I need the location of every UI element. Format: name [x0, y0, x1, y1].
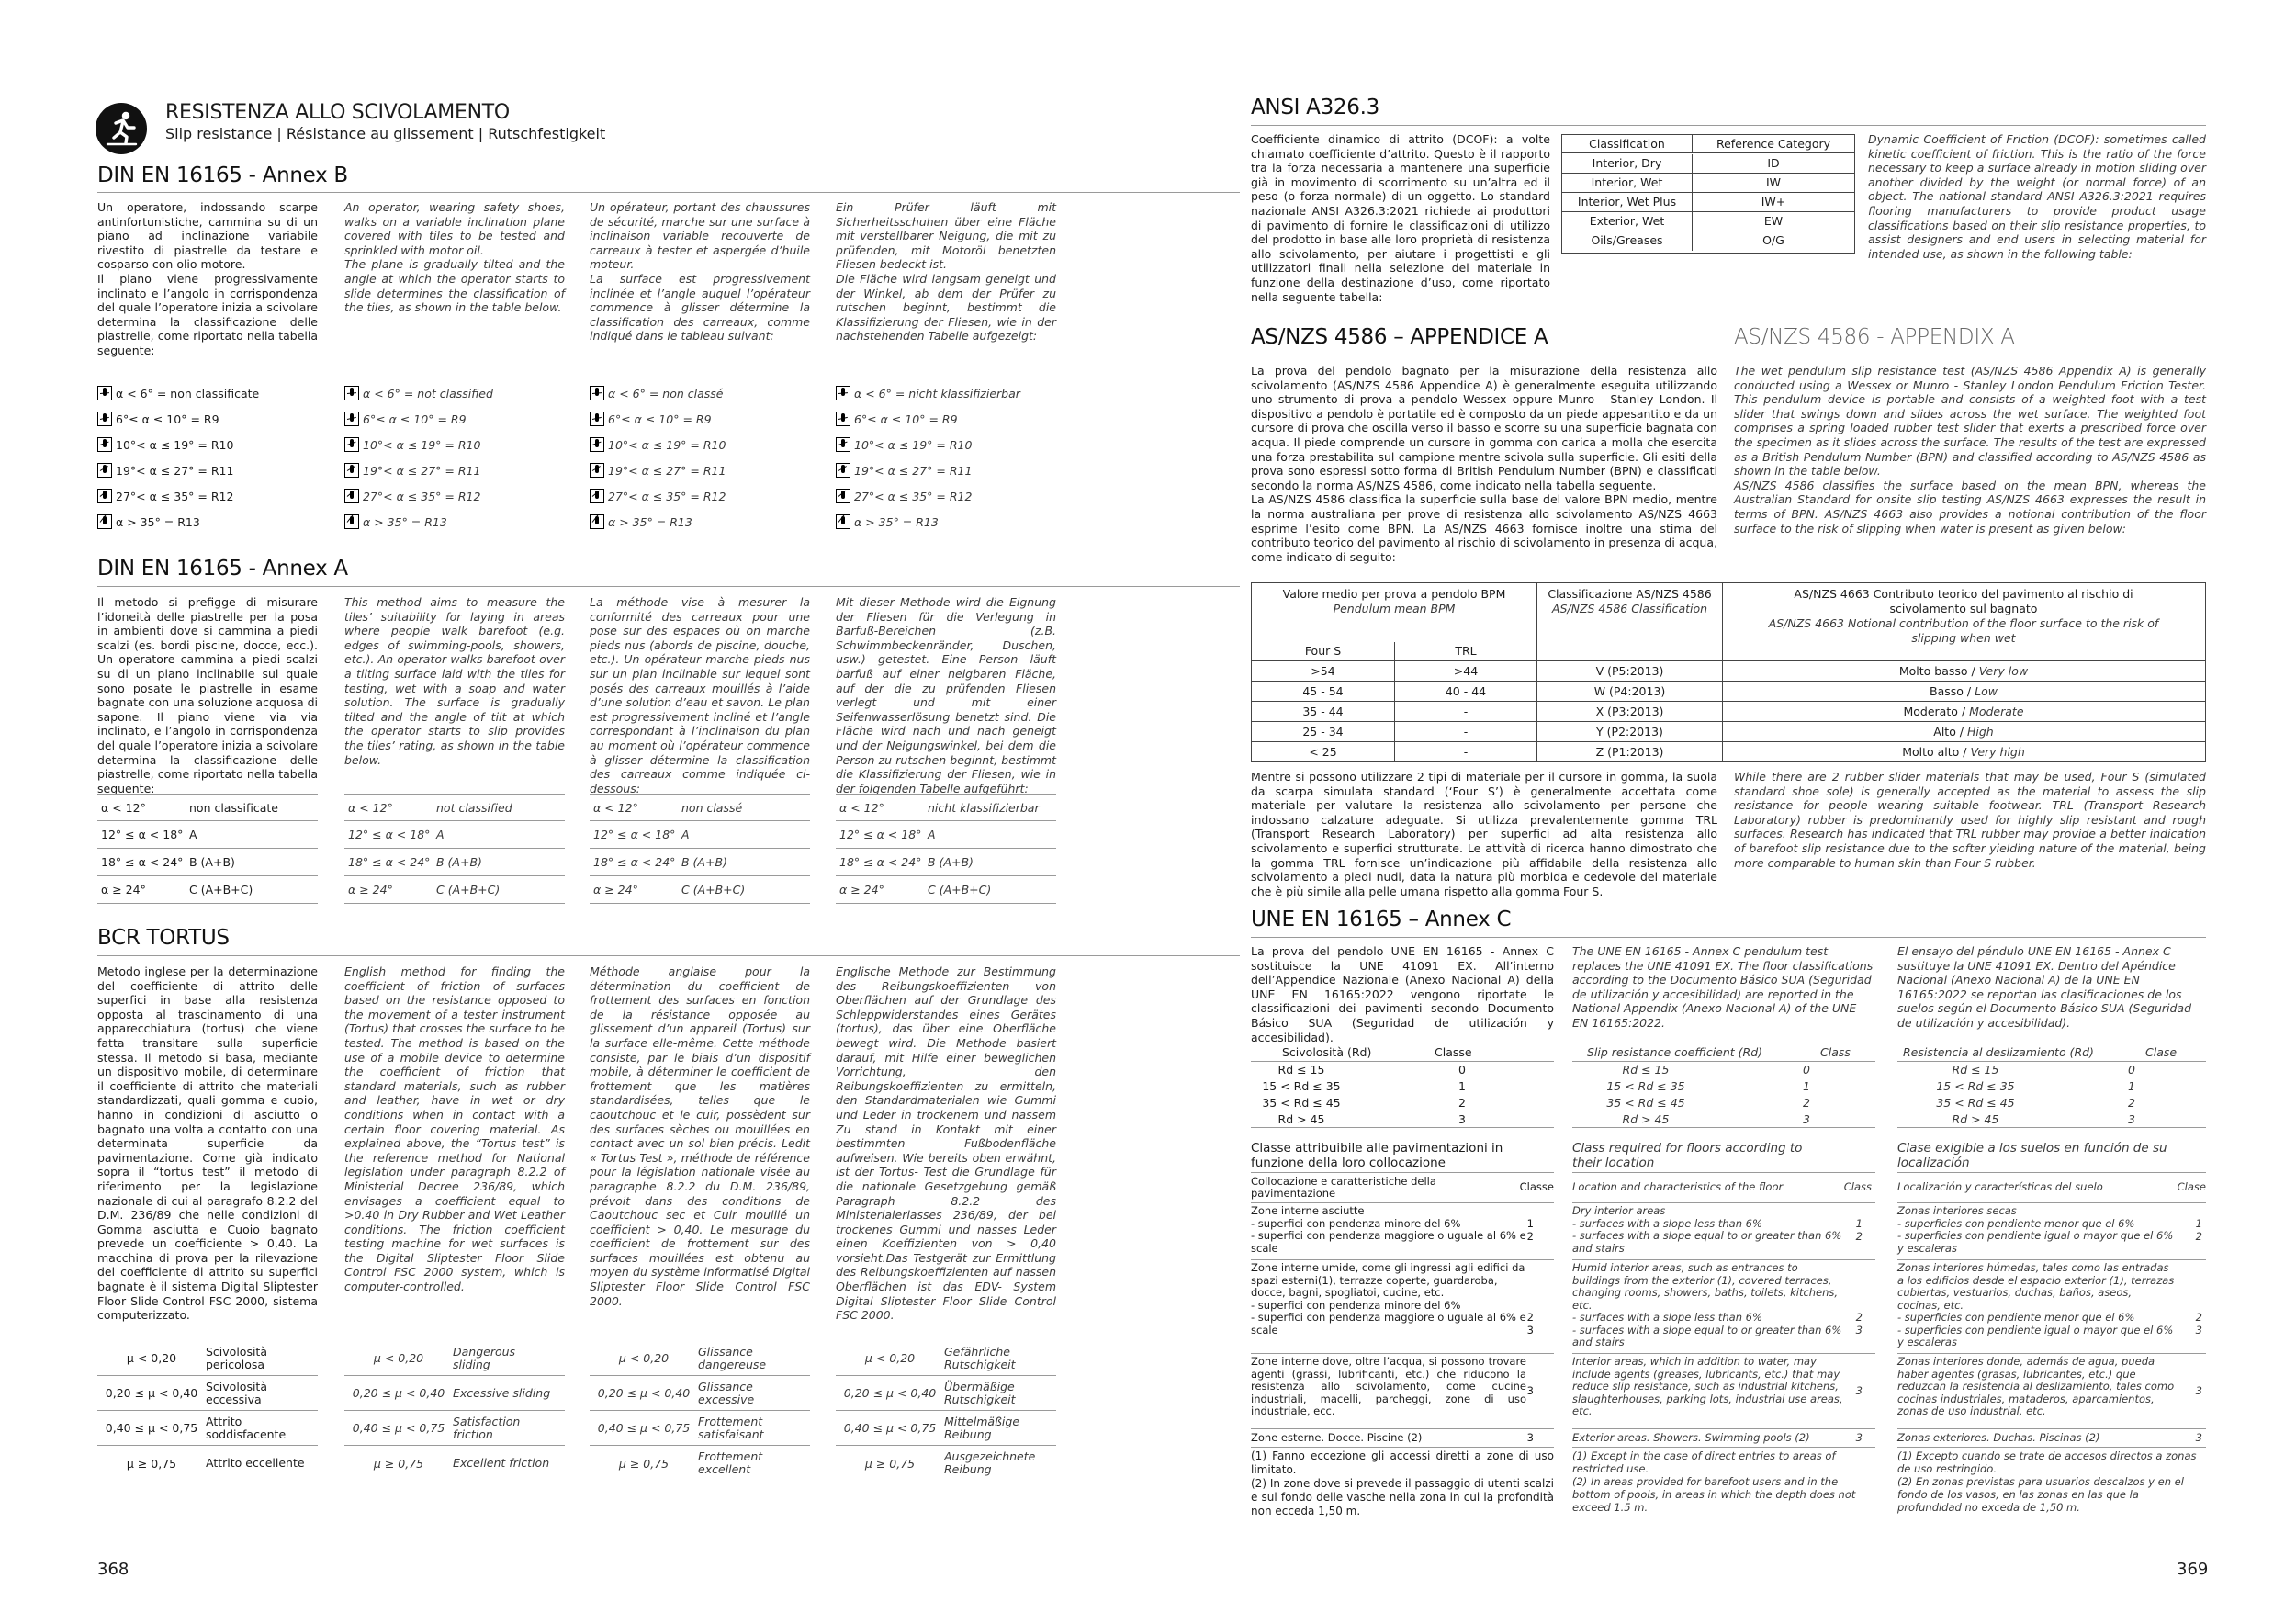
slope-person-icon [590, 412, 604, 426]
risk-header-en: AS/NZS 4663 Notional contribution of the floor surface to the risk of slipping when wet [1768, 616, 2159, 645]
section-heading: DIN EN 16165 - Annex B [97, 164, 348, 187]
rd-table-it: Scivolosità (Rd) Classe Rd ≤ 15 0 15 < Rd ≤ 35 1 35 < Rd ≤ 45 2 Rd > 45 3 [1251, 1043, 1554, 1128]
section-heading-en: AS/NZS 4586 - APPENDIX A [1734, 325, 2015, 349]
text-it: Coefficiente dinamico di attrito (DCOF): a volte chiamato coefficiente d’attrito. Questo è il rapporto tra la forza necessaria a mantenere una superficie già in movimento di scorrimento su un’altra ed il peso (o forza normale) di un oggetto. Lo standard nazionale ANSI A326.3:2021 richiede ai produttori di pavimento di fornire le classificazioni di utilizzo del prodotto in base alle loro proprietà di resistenza allo scivolamento, per aiutare i progettisti e gli utilizzatori finali nella selezione del materiale in funzione della destinazione d’uso, come riportato nella seguente tabella: [1251, 132, 1550, 304]
mu-table-en: μ < 0,20 Dangerous sliding 0,20 ≤ μ < 0,40 Excessive sliding 0,40 ≤ μ < 0,75 Satisfaction friction μ ≥ 0,75 Excellent friction [344, 1341, 565, 1481]
location-table-en: Location and characteristics of the floor Class Dry interior areas - surfaces with a slope less than 6% - surfaces with a slope equal to or greater than 6% and stairs 1 2 Humid interior areas, such as entrances to buildings from the exterior (1), covered terraces, changing rooms, showers, baths, toilets, kitchens, etc. - surfaces with a slope less than 6% - surfaces with a slope equal to or greater than 6% and stairs 2 3 Interior areas, which in addition to water, may include agents (greases, lubricants, etc.) that may reduce slip resistance, such as industrial kitchens, slaughterhouses, parking lots, industrial use areas, etc. 3 Exterior areas. Showers. Swimming pools (2) 3 (1) Except in the case of direct entries to areas of restricted use. (2) In areas provided for barefoot users and in the bottom of pools, in areas in which the depth does not exceed 1.5 m. [1572, 1172, 1875, 1514]
section-heading: DIN EN 16165 - Annex A [97, 557, 348, 581]
abc-table-fr: α < 12° non classé 12° ≤ α < 18° A 18° ≤ α < 24° B (A+B) α ≥ 24° C (A+B+C) [590, 794, 810, 904]
slope-person-icon [344, 489, 359, 503]
section-heading: ANSI A326.3 [1251, 96, 1379, 119]
text-de: Ein Prüfer läuft mit Sicherheitsschuhen über eine Fläche mit verstellbarer Neigung, die mit zu prüfenden, mit Motoröl benetzten Fliesen bedeckt ist. Die Fläche wird langsam geneigt und der Winkel, ab dem der Prüfer zu rutschen beginnt, bestimmt die Klassifizierung der Fliesen, wie in der nachstehenden Tabelle aufgezeigt: [836, 200, 1056, 344]
slope-person-icon [836, 514, 850, 529]
section-heading: UNE EN 16165 – Annex C [1251, 908, 1512, 931]
page-number: 369 [2177, 1560, 2209, 1579]
slope-person-icon [836, 412, 850, 426]
slope-person-icon [836, 489, 850, 503]
abc-table-en: α < 12° not classified 12° ≤ α < 18° A 18° ≤ α < 24° B (A+B) α ≥ 24° C (A+B+C) [344, 794, 565, 904]
mu-table-de: μ < 0,20 Gefährliche Rutschigkeit 0,20 ≤ μ < 0,40 Übermäßige Rutschigkeit 0,40 ≤ μ < 0,75 Mittelmäßige Reibung μ ≥ 0,75 Ausgezeichnete Reibung [836, 1341, 1056, 1481]
slope-person-icon [97, 489, 112, 503]
class-header-it: Classificazione AS/NZS 4586 [1548, 587, 1712, 601]
slip-runner-icon [96, 103, 147, 154]
text-it: Il metodo si prefigge di misurare l’idoneità delle piastrelle per la posa in ambienti dove si cammina a piedi scalzi (es. bordi piscine, docce, ecc.). Un operatore cammina a piedi scalzi su di un piano inclinabile sul quale sono posate le piastrelle in esame bagnate con una soluzione acquosa di sapone. Il piano viene via via inclinato, e l’angolo in corrispondenza del quale l’operatore inizia a scivolare determina la classificazione delle piastrelle, come riportato nella tabella seguente: [97, 595, 318, 795]
ansi-table: Classification Reference Category Interior, Dry ID Interior, Wet IW Interior, Wet Plus IW+ Exterior, Wet EW Oils/Greases O/G [1561, 134, 1855, 254]
r-class-list-de: α < 6° = nicht klassifizierbar 6°≤ α ≤ 10° = R9 10°< α ≤ 19° = R10 19°< α ≤ 27° = R11 27°< α ≤ 35° = R12 α > 35° = R13 [836, 380, 1020, 535]
class-title-en: Class required for floors according to their location [1572, 1141, 1803, 1170]
slope-person-icon [590, 463, 604, 478]
bpn-table: Valore medio per prova a pendolo BPM Pendulum mean BPM Classificazione AS/NZS 4586 AS/NZS 4586 Classification AS/NZS 4663 Contributo teorico del pavimento al rischio di scivolamento sul bagnato AS/NZS 4663 Notional contribution of the floor surface to the risk of slipping when wet Four S TRL >54 >44 V (P5:2013) Molto basso / Very low 45 - 54 40 - 44 W (P4:2013) Basso / Low 35 - 44 - X (P3:2013) Moderato / Moderate 25 - 34 - Y (P2:2013) Alto / High < 25 - Z (P1:2013) Molto alto / Very high [1251, 582, 2206, 762]
slope-person-icon [97, 514, 112, 529]
text-en: English method for finding the coefficient of friction of surfaces based on the resistance opposed to the movement of a tester instrument (Tortus) that crosses the surface to be tested. The method is based on the use of a mobile device to determine the coefficient of friction that standard materials, such as rubber and leather, have in wet or dry conditions when in contact with a certain floor covering material. As explained above, the “Tortus test” is the reference method for National legislation under paragraph 8.2.2 of Ministerial Decree 236/89, which envisages a coefficient equal to >0.40 in Dry Rubber and Wet Leather conditions. The friction coefficient testing machine for wet surfaces is the Digital Sliptester Floor Slide Control FSC 2000 system, which is computer-controlled. [344, 964, 565, 1294]
class-title-it: Classe attribuibile alle pavimentazioni in funzione della loro collocazione [1251, 1141, 1503, 1170]
slope-person-icon [836, 437, 850, 452]
page-title: RESISTENZA ALLO SCIVOLAMENTO [165, 101, 510, 124]
slope-person-icon [590, 386, 604, 400]
text-fr: La méthode vise à mesurer la conformité des carreaux pour une pose sur des espaces où on marche pieds nus (abords de piscine, douche, etc.). Un opérateur marche pieds nus sur un plan inclinable sur lequel sont posés des carreaux mouillés à l’aide d’une solution d’eau et savon. Le plan est progressivement incliné et l’angle correspondant à l’inclinaison du plan au moment où l’opérateur commence à glisser détermine la classification des carreaux comme indiquée ci-dessous: [590, 595, 810, 795]
text-it: Un operatore, indossando scarpe antinfortunistiche, cammina su di un piano ad inclinazione variabile rivestito di piastrelle da testare e cosparso con olio motore. Il piano viene progressivamente inclinato e l’angolo in corrispondenza del quale l’operatore inizia a scivolare determina la classificazione delle piastrelle, come riportato nella tabella seguente: [97, 200, 318, 357]
text-de: Mit dieser Methode wird die Eignung der Fliesen für die Verlegung in Barfuß-Bereichen (z.B. Schwimmbeckenränder, Duschen, usw.) getestet. Eine Person läuft barfuß auf einer neigbaren Fläche, auf der die zu prüfenden Fliesen verlegt und mit einer Seifenwasserlösung benetzt sind. Die Fläche wird nach und nach geneigt und der Neigungswinkel, bei dem die Person zu rutschen beginnt, bestimmt die Klassifizierung der Fliesen, wie in der folgenden Tabelle aufgeführt: [836, 595, 1056, 795]
text-en: The wet pendulum slip resistance test (AS/NZS 4586 Appendix A) is generally conducted using a Wessex or Munro - Stanley London Pendulum Friction Tester. This pendulum device is portable and consists of a weighted foot with a test slider that swings down and slides across the wet surface. The weighted foot comprises a spring loaded rubber test slider that exerts a prescribed force over the specimen as it slides across the surface. The results of the test are expressed as a British Pendulum Number (BPN) and classified according to AS/NZS 4586 as shown in the table below. AS/NZS 4586 classifies the surface based on the mean BPN, whereas the Australian Standard for onsite slip testing AS/NZS 4663 expresses the result in terms of BPN. AS/NZS 4663 also provides a notional contribution of the floor surface to the risk of slipping when water is present as given below: [1734, 364, 2206, 536]
text-it: La prova del pendolo bagnato per la misurazione della resistenza allo scivolamento (AS/NZS 4586 Appendice A) è generalmente eseguita utilizzando uno strumento di prova a pendolo Wessex oppure Munro - Stanley London. Il dispositivo a pendolo è portatile ed è composto da un piede appesantito e da un cursore di prova che oscilla verso il basso e scorre su una superficie bagnata con acqua. Il piede comprende un cursore in gomma con carica a molla che esercita una forza prestabilita sul campione mentre scivola sulla superficie. Gli esiti della prova sono espressi sotto forma di British Pendulum Number (BPN) e classificati secondo la norma AS/NZS 4586, come indicato nella tabella seguente. La AS/NZS 4586 classifica la superficie sulla base del valore BPN medio, mentre la norma australiana per prove di resistenza allo scivolamento AS/NZS 4663 esprime l’esito come BPN. La AS/NZS 4663 fornisce inoltre una stima del contributo teorico del pavimento al rischio di scivolamento in presenza di acqua, come indicato di seguito: [1251, 364, 1717, 564]
rd-table-en: Slip resistance coefficient (Rd) Class Rd ≤ 15 0 15 < Rd ≤ 35 1 35 < Rd ≤ 45 2 Rd > 45 3 [1572, 1043, 1875, 1128]
slope-person-icon [590, 437, 604, 452]
abc-table-de: α < 12° nicht klassifizierbar 12° ≤ α < 18° A 18° ≤ α < 24° B (A+B) α ≥ 24° C (A+B+C) [836, 794, 1056, 904]
slope-person-icon [836, 386, 850, 400]
slope-person-icon [590, 514, 604, 529]
r-class-list-en: α < 6° = not classified 6°≤ α ≤ 10° = R9 10°< α ≤ 19° = R10 19°< α ≤ 27° = R11 27°< α ≤ 35° = R12 α > 35° = R13 [344, 380, 493, 535]
text-en: Dynamic Coefficient of Friction (DCOF): sometimes called kinetic coefficient of friction. This is the ratio of the force necessary to keep a surface already in motion sliding over another divided by the weight (or normal force) of an object. The national standard ANSI A326.3:2021 requires flooring manufacturers to provide product usage classifications based on their slip resistance properties, to assist designers and end users in selecting material for intended use, as shown in the following table: [1868, 132, 2206, 261]
text-it: Mentre si possono utilizzare 2 tipi di materiale per il cursore in gomma, la suola da scarpa simulata standard (‘Four S’) è generalmente accettata come materiale per valutare la resistenza allo scivolamento per persone che indossano calzature adeguate. Si utilizza prevalentemente gomma TRL (Transport Research Laboratory) per superfici ad alta resistenza allo scivolamento e superfici strutturate. Le attività di ricerca hanno dimostrato che la gomma TRL fornisce un’indicazione più affidabile della resistenza allo scivolamento a piedi nudi, data la natura più morbida e cedevole del materiale che è più simile alla pelle umana rispetto alla gomma Four S. [1251, 770, 1717, 898]
trl-header: TRL [1455, 644, 1477, 658]
text-it: La prova del pendolo UNE EN 16165 - Annex C sostituisce la UNE 41091 EX. All’interno dell’Appendice Nazionale (Anexo Nacional A) della UNE EN 16165:2022 vengono riportate le classificazioni dei pavimenti secondo Documento Básico SUA (Seguridad de utilización y accesibilidad). [1251, 944, 1554, 1044]
text-it: Metodo inglese per la determinazione del coefficiente di attrito delle superfici in base alla resistenza opposta al trascinamento di una apparecchiatura (tortus) che viene fatta transitare sulla superficie stessa. Il metodo si basa, mediante un dispositivo mobile, di determinare il coefficiente di attrito che materiali standardizzati, quali gomma e cuoio, hanno in condizioni di asciutto o bagnato una volta a contatto con una determinata superficie da pavimentazione. Come già indicato sopra il “tortus test” il metodo di riferimento per la legislazione nazionale di cui al paragrafo 8.2.2 del D.M. 236/89 che nelle condizioni di Gomma asciutta e Cuoio bagnato prevede un coefficiente > 0,40. La macchina di prova per la rilevazione del coefficiente di attrito su superfici bagnate è il sistema Digital Sliptester Floor Slide Control FSC 2000, sistema computerizzato. [97, 964, 318, 1323]
mu-table-fr: μ < 0,20 Glissance dangereuse 0,20 ≤ μ < 0,40 Glissance excessive 0,40 ≤ μ < 0,75 Frottement satisfaisant μ ≥ 0,75 Frottement excellent [590, 1341, 810, 1481]
text-fr: Un opérateur, portant des chaussures de sécurité, marche sur une surface à inclinaison variable recouverte de carreaux à tester et aspergée d’huile moteur. La surface est progressivement inclinée et l’angle auquel l’opérateur commence à glisser détermine la classification des carreaux, comme indiqué dans le tableau suivant: [590, 200, 810, 344]
abc-table-it: α < 12° non classificate 12° ≤ α < 18° A 18° ≤ α < 24° B (A+B) α ≥ 24° C (A+B+C) [97, 794, 318, 904]
bpn-header-it: Valore medio per prova a pendolo BPM [1282, 587, 1506, 601]
mu-table-it: μ < 0,20 Scivolosità pericolosa 0,20 ≤ μ < 0,40 Scivolosità eccessiva 0,40 ≤ μ < 0,75 Attrito soddisfacente μ ≥ 0,75 Attrito eccellente [97, 1341, 318, 1481]
section-heading: AS/NZS 4586 – APPENDICE A [1251, 325, 1548, 349]
bpn-header-en: Pendulum mean BPM [1333, 602, 1456, 615]
text-fr: Méthode anglaise pour la détermination du coefficient de frottement des surfaces en fonction de la résistance opposée au glissement d’un appareil (Tortus) sur la surface elle-même. Cette méthode consiste, par le biais d’un dispositif mobile, à déterminer le coefficient de frottement que les matières standardisées, telles que le caoutchouc et le cuir, possèdent sur des surfaces sèches ou mouillées en contact avec un sol bien précis. Ledit « Tortus Test », méthode de référence pour la législation nationale visée au paragraphe 8.2.2 du D.M. 236/89, prévoit dans des conditions de Caoutchouc sec et Cuir mouillé un coefficient > 0,40. Le mesurage du coefficient de frottement sur des surfaces mouillées est obtenu au moyen du système informatisé Digital Sliptester Floor Slide Control FSC 2000. [590, 964, 810, 1308]
class-header-en: AS/NZS 4586 Classification [1551, 602, 1708, 615]
section-heading: BCR TORTUS [97, 926, 230, 950]
text-de: Englische Methode zur Bestimmung des Reibungskoeffizienten von Oberflächen auf der Grundlage des Schleppwiderstandes eines Gerätes (tortus), das über eine Oberfläche bewegt wird. Die Methode basiert darauf, mit Hilfe einer beweglichen Vorrichtung, den Reibungskoeffizienten zu ermitteln, den Standardmaterialen wie Gummi und Leder in trockenem und nassem Zu stand in Kontakt mit einer bestimmten Fußbodenfläche aufweisen. Wie bereits oben erwähnt, ist der Tortus- Test die Grundlage für die nationale Gesetzgebung gemäß Paragraph 8.2.2 des Ministerialerlasses 236/89, der bei trockenes Gummi und nasses Leder einen Koeffizienten von > 0,40 vorsieht.Das Testgerät zur Ermittlung des Reibungskoeffizienten auf nassen Oberflächen ist das EDV- System Digital Sliptester Floor Slide Control FSC 2000. [836, 964, 1056, 1323]
page-subtitle: Slip resistance | Résistance au glissement | Rutschfestigkeit [165, 125, 606, 142]
rd-table-es: Resistencia al deslizamiento (Rd) Clase Rd ≤ 15 0 15 < Rd ≤ 35 1 35 < Rd ≤ 45 2 Rd > 45 3 [1897, 1043, 2206, 1128]
class-title-es: Clase exigible a los suelos en función de su localización [1897, 1141, 2167, 1170]
slope-person-icon [836, 463, 850, 478]
slope-person-icon [97, 437, 112, 452]
text-en: While there are 2 rubber slider materials that may be used, Four S (simulated standard shoe sole) is generally accepted as the material to assess the slip resistance for people wearing suitable footwear. TRL (Transport Research Laboratory) rubber is predominantly used for highly slip resistant and rough surfaces. Research has indicated that TRL rubber may provide a better indication of barefoot slip resistance due to the softer yielding nature of the material, being more comparable to human skin than Four S rubber. [1734, 770, 2206, 870]
page-number: 368 [97, 1560, 129, 1579]
four-s-header: Four S [1304, 644, 1342, 658]
text-en: An operator, wearing safety shoes, walks on a variable inclination plane covered with tiles to be tested and sprinkled with motor oil. The plane is gradually tilted and the angle at which the operator starts to slide determines the classification of the tiles, as shown in the table below. [344, 200, 565, 315]
slope-person-icon [344, 463, 359, 478]
slope-person-icon [344, 386, 359, 400]
slope-person-icon [97, 412, 112, 426]
location-table-es: Localización y características del suelo Clase Zonas interiores secas - superficies con pendiente menor que el 6% - superficies con pendiente igual o mayor que el 6% y escaleras 1 2 Zonas interiores húmedas, tales como las entradas a los edificios desde el espacio exterior (1), terrazas cubiertas, vestuarios, duchas, baños, aseos, cocinas, etc. - superficies con pendiente menor que el 6% - superficies con pendiente igual o mayor que el 6% y escaleras 2 3 Zonas interiores donde, además de agua, pueda haber agentes (grasas, lubricantes, etc.) que reduzcan la resistencia al deslizamiento, tales como cocinas industriales, mataderos, aparcamientos, zonas de uso industrial, etc. 3 Zonas exteriores. Duchas. Piscinas (2) 3 (1) Excepto cuando se trate de accesos directos a zonas de uso restringido. (2) En zonas previstas para usuarios descalzos y en el fondo de los vasos, en las zonas en las que la profundidad no exceda de 1,50 m. [1897, 1172, 2206, 1514]
risk-header-it: AS/NZS 4663 Contributo teorico del pavimento al rischio di scivolamento sul bagnato [1794, 587, 2133, 615]
r-class-list-fr: α < 6° = non classé 6°≤ α ≤ 10° = R9 10°< α ≤ 19° = R10 19°< α ≤ 27° = R11 27°< α ≤ 35° = R12 α > 35° = R13 [590, 380, 726, 535]
slope-person-icon [97, 463, 112, 478]
slope-person-icon [344, 437, 359, 452]
r-class-list-it: α < 6° = non classificate 6°≤ α ≤ 10° = R9 10°< α ≤ 19° = R10 19°< α ≤ 27° = R11 27°< α ≤ 35° = R12 α > 35° = R13 [97, 380, 259, 535]
text-es: El ensayo del péndulo UNE EN 16165 - Annex C sustituye la UNE 41091 EX. Dentro del Apéndice Nacional (Anexo Nacional A) de la UNE EN 16165:2022 se reportan las clasificaciones de los suelos según el Documento Básico SUA (Seguridad de utilización y accesibilidad). [1897, 944, 2192, 1030]
slope-person-icon [590, 489, 604, 503]
text-en: This method aims to measure the tiles’ suitability for laying in areas where people walk barefoot (e.g. edges of swimming-pools, showers, etc.). An operator walks barefoot over a tilting surface laid with the tiles for testing, wet with a soap and water solution. The surface is gradually tilted and the angle of tilt at which the operator starts to slip provides the tiles’ rating, as shown in the table below. [344, 595, 565, 767]
text-en: The UNE EN 16165 - Annex C pendulum test replaces the UNE 41091 EX. The floor classifications according to the Documento Básico SUA (Seguridad de utilización y accesibilidad) are reported in the National Appendix (Anexo Nacional A) of the UNE EN 16165:2022. [1572, 944, 1874, 1030]
slope-person-icon [344, 412, 359, 426]
location-table-it: Collocazione e caratteristiche della pavimentazione Classe Zone interne asciutte - superfici con pendenza minore del 6% - superfici con pendenza maggiore o uguale al 6% e scale 1 2 Zone interne umide, come gli ingressi agli edifici da spazi esterni(1), terrazze coperte, guardaroba, docce, bagni, spogliatoi, cucine, etc. - superfici con pendenza minore del 6% - superfici con pendenza maggiore o uguale al 6% e scale 2 3 Zone interne dove, oltre l’acqua, si possono trovare agenti (grassi, lubrificanti, etc.) che riducono la resistenza allo scivolamento, come cucine industriali, macelli, parcheggi, zone di uso industriale, ecc. 3 Zone esterne. Docce. Piscine (2) 3 (1) Fanno eccezione gli accessi diretti a zone di uso limitato. (2) In zone dove si prevede il passaggio di utenti scalzi e sul fondo delle vasche nella zona in cui la profondità non ecceda 1,50 m. [1251, 1172, 1554, 1518]
slope-person-icon [97, 386, 112, 400]
slope-person-icon [344, 514, 359, 529]
